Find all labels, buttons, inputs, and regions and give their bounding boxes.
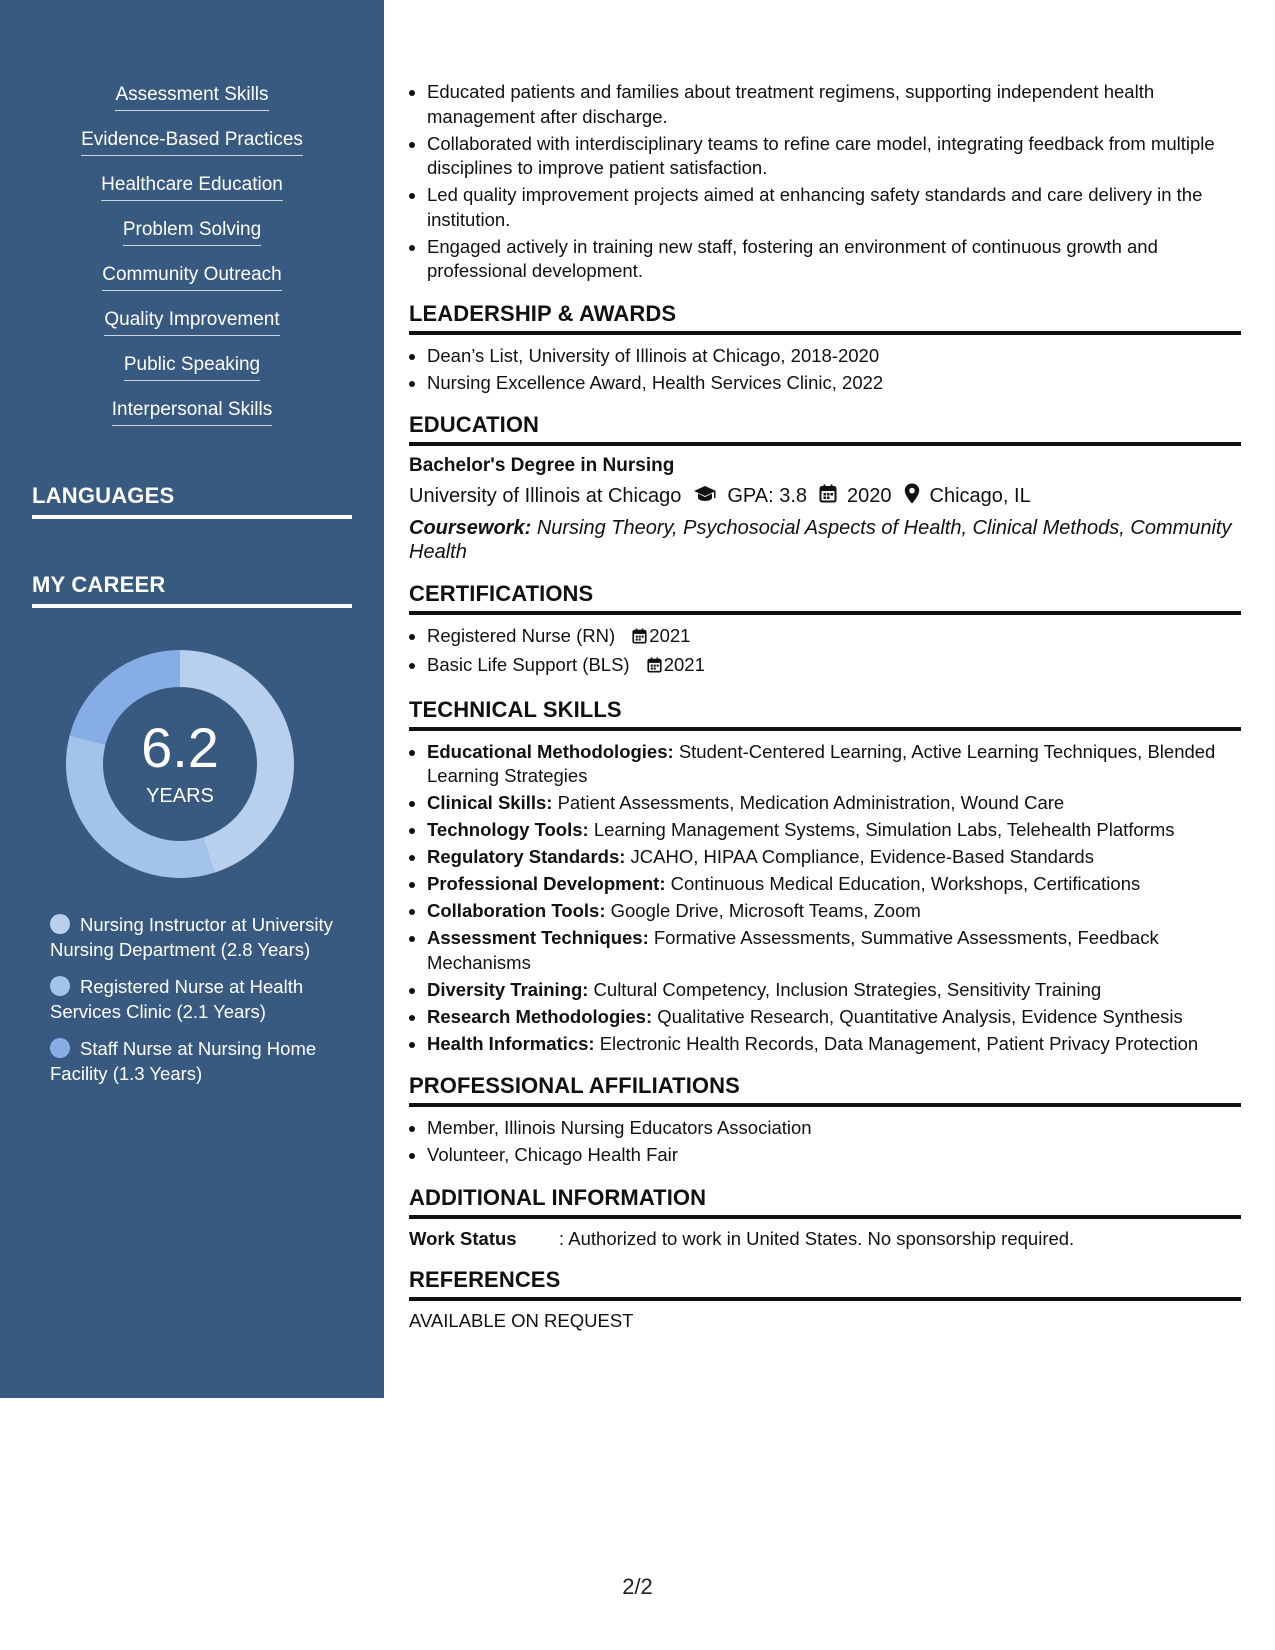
certification-item	[427, 653, 1241, 680]
languages-heading: LANGUAGES	[32, 483, 352, 519]
affiliation-item: • Member, Illinois Nursing Educators Association	[427, 1116, 1241, 1141]
skill-item	[0, 174, 384, 219]
career-legend-label: Staff Nurse at Nursing Home Facility (1.3 Years)	[50, 1038, 317, 1084]
skill-item	[0, 219, 384, 264]
career-legend-item	[50, 1036, 350, 1086]
technical-skill-item	[427, 926, 1241, 975]
location-pin-icon	[904, 483, 920, 510]
technical-skill-label: Collaboration Tools:	[427, 900, 606, 921]
sidebar	[0, 0, 384, 1398]
leadership-item: • Nursing Excellence Award, Health Services Clinic, 2022	[427, 371, 1241, 396]
education-school: University of Illinois at Chicago	[409, 485, 682, 507]
skill-label: Interpersonal Skills	[112, 399, 273, 426]
main-content	[409, 80, 1241, 1332]
skill-label: Quality Improvement	[104, 309, 279, 336]
technical-skill-text: Electronic Health Records, Data Management, Patient Privacy Protection	[599, 1032, 1199, 1054]
experience-bullet: • Educated patients and families about treatment regimens, supporting independent health management after discharge.	[427, 80, 1241, 129]
technical-skill-item	[427, 1005, 1241, 1030]
certification-year: 2021	[649, 625, 691, 646]
technical-skill-label: Regulatory Standards:	[427, 846, 626, 867]
career-legend	[50, 912, 350, 1098]
technical-skill-label: Technology Tools:	[427, 819, 589, 840]
additional-info-heading: ADDITIONAL INFORMATION	[409, 1185, 1241, 1219]
skill-item	[0, 264, 384, 309]
technical-skill-label: Clinical Skills:	[427, 792, 553, 813]
leadership-list	[409, 344, 1241, 396]
career-heading: MY CAREER	[32, 572, 352, 608]
technical-skill-text: Google Drive, Microsoft Teams, Zoom	[610, 900, 921, 921]
career-legend-label: Nursing Instructor at University Nursing Department (2.8 Years)	[50, 914, 333, 960]
technical-skill-item	[427, 872, 1241, 897]
experience-bullet: • Engaged actively in training new staff, fostering an environment of continuous growth and professional development.	[427, 235, 1241, 284]
technical-skills-heading: TECHNICAL SKILLS	[409, 697, 1241, 731]
technical-skill-text: Learning Management Systems, Simulation Labs, Telehealth Platforms	[593, 819, 1175, 840]
leadership-item: • Dean’s List, University of Illinois at Chicago, 2018-2020	[427, 344, 1241, 369]
work-status-label: Work Status	[409, 1227, 517, 1249]
skill-label: Community Outreach	[102, 264, 282, 291]
certification-year: 2021	[663, 654, 705, 675]
technical-skill-label: Professional Development:	[427, 873, 666, 894]
technical-skill-text: Qualitative Research, Quantitative Analysis, Evidence Synthesis	[657, 1005, 1183, 1027]
skill-label: Public Speaking	[124, 354, 260, 381]
technical-skills-list	[409, 740, 1241, 1057]
graduation-cap-icon	[693, 485, 717, 509]
experience-bullet: • Led quality improvement projects aimed at enhancing safety standards and care delivery in the institution.	[427, 183, 1241, 232]
skill-item	[0, 399, 384, 444]
skill-label: Healthcare Education	[101, 174, 283, 201]
technical-skill-label: Diversity Training:	[427, 978, 589, 1000]
technical-skill-text: Continuous Medical Education, Workshops, Certifications	[670, 873, 1141, 894]
work-status-value: : Authorized to work in United States. No sponsorship required.	[559, 1227, 1075, 1249]
technical-skill-label: Research Methodologies:	[427, 1005, 653, 1027]
references-text: AVAILABLE ON REQUEST	[409, 1309, 634, 1331]
technical-skill-item	[427, 818, 1241, 843]
technical-skill-text: Student-Centered Learning, Active Learning Techniques, Blended Learning Strategies	[427, 740, 1216, 786]
career-legend-label: Registered Nurse at Health Services Clinic (2.1 Years)	[50, 976, 304, 1022]
career-legend-item	[50, 912, 350, 962]
calendar-icon	[647, 655, 662, 680]
skill-item	[0, 309, 384, 354]
education-year: 2020	[847, 485, 892, 507]
experience-bullet: • Collaborated with interdisciplinary teams to refine care model, integrating feedback from multiple disciplines to improve patient satisfaction.	[427, 132, 1241, 181]
technical-skill-label: Health Informatics:	[427, 1032, 595, 1054]
technical-skill-label: Assessment Techniques:	[427, 927, 649, 948]
certifications-heading: CERTIFICATIONS	[409, 581, 1241, 615]
certification-name: Basic Life Support (BLS)	[427, 654, 630, 675]
affiliations-heading: PROFESSIONAL AFFILIATIONS	[409, 1073, 1241, 1107]
technical-skill-text: JCAHO, HIPAA Compliance, Evidence-Based Standards	[630, 846, 1094, 867]
education-gpa: GPA: 3.8	[727, 485, 808, 507]
coursework-text: Nursing Theory, Psychosocial Aspects of Health, Clinical Methods, Community Health	[409, 517, 1232, 563]
calendar-icon	[632, 626, 647, 651]
work-status-row	[409, 1228, 1241, 1250]
technical-skill-item	[427, 845, 1241, 870]
technical-skill-text: Formative Assessments, Summative Assessments, Feedback Mechanisms	[427, 927, 1159, 973]
technical-skill-item	[427, 791, 1241, 816]
skill-label: Assessment Skills	[115, 84, 268, 111]
technical-skill-text: Patient Assessments, Medication Administration, Wound Care	[557, 792, 1065, 813]
calendar-icon	[819, 484, 837, 509]
technical-skill-label: Educational Methodologies:	[427, 740, 674, 762]
career-legend-item	[50, 974, 350, 1024]
legend-dot-icon	[50, 1038, 70, 1058]
page-number: 2/2	[622, 1574, 653, 1599]
career-total-years: 6.2	[141, 716, 219, 779]
skills-list	[0, 84, 384, 444]
technical-skill-item	[427, 1032, 1241, 1057]
certifications-list	[409, 624, 1241, 680]
experience-bullets	[409, 80, 1241, 284]
career-total-unit: YEARS	[146, 785, 214, 807]
certification-item	[427, 624, 1241, 651]
education-coursework	[409, 516, 1241, 564]
coursework-label: Coursework:	[409, 517, 532, 539]
technical-skill-item	[427, 899, 1241, 924]
references-heading: REFERENCES	[409, 1267, 1241, 1301]
education-details	[409, 483, 1241, 510]
legend-dot-icon	[50, 976, 70, 996]
skill-item	[0, 354, 384, 399]
technical-skill-item	[427, 740, 1241, 789]
leadership-heading: LEADERSHIP & AWARDS	[409, 301, 1241, 335]
skill-label: Problem Solving	[123, 219, 261, 246]
legend-dot-icon	[50, 914, 70, 934]
technical-skill-item	[427, 978, 1241, 1003]
education-heading: EDUCATION	[409, 412, 1241, 446]
affiliation-item: • Volunteer, Chicago Health Fair	[427, 1143, 1241, 1168]
certification-name: Registered Nurse (RN)	[427, 625, 616, 646]
technical-skill-text: Cultural Competency, Inclusion Strategies, Sensitivity Training	[593, 978, 1102, 1000]
skill-item	[0, 129, 384, 174]
education-degree: Bachelor's Degree in Nursing	[409, 455, 675, 476]
affiliations-list	[409, 1116, 1241, 1168]
skill-item	[0, 84, 384, 129]
skill-label: Evidence-Based Practices	[81, 129, 303, 156]
education-location: Chicago, IL	[929, 485, 1031, 507]
